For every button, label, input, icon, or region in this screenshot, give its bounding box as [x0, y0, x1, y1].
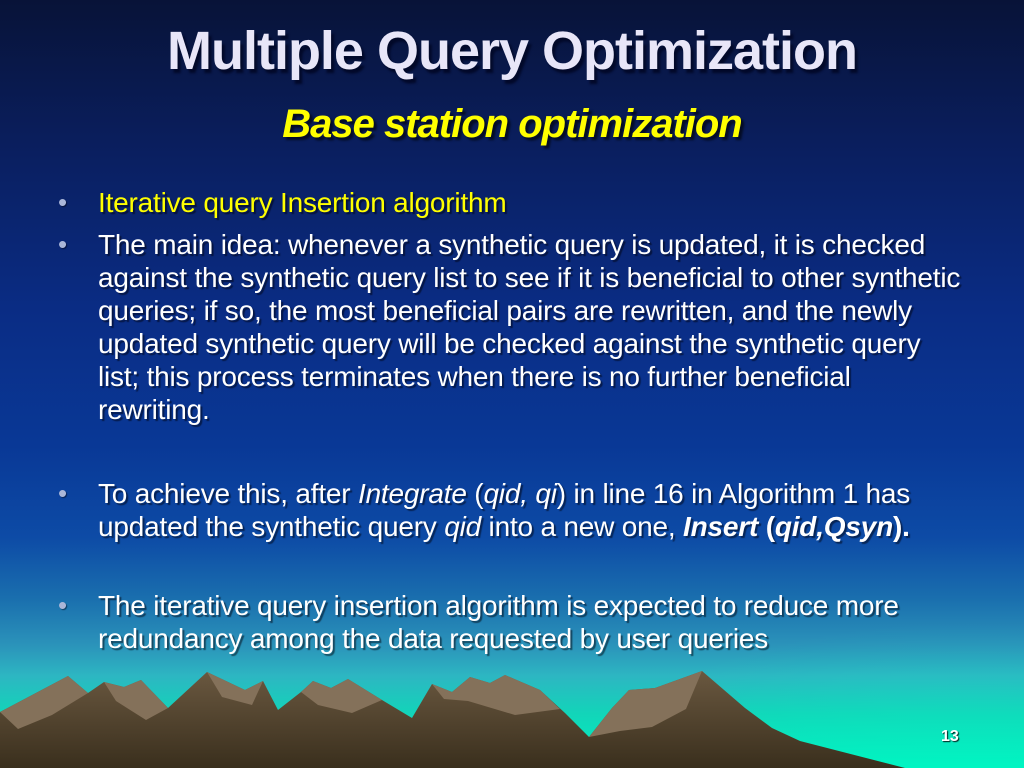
bullet-dot-icon: • [58, 187, 68, 217]
bullet-item [58, 589, 964, 655]
bullet-text: The main idea: whenever a synthetic query is updated, it is checked against the synthetic query list to see if it is beneficial to other synthetic queries; if so, the most beneficial pairs are rewritten, and the newly updated synthetic query will be checked against the synthetic query list; this process terminates when there is no further beneficial rewriting. [98, 229, 961, 425]
bullet-list [58, 186, 964, 655]
page-number: 13 [941, 728, 959, 745]
bullet-item [58, 477, 964, 543]
bullet-item [58, 186, 964, 219]
bullet-text: The iterative query insertion algorithm is expected to reduce more redundancy among the data requested by user queries [98, 590, 899, 654]
bullet-dot-icon: • [58, 478, 68, 508]
bullet-dot-icon: • [58, 590, 68, 620]
bullet-dot-icon: • [58, 229, 68, 259]
slide-subtitle: Base station optimization [282, 102, 742, 146]
bullet-text: Iterative query Insertion algorithm [98, 187, 507, 218]
slide-title: Multiple Query Optimization [166, 21, 858, 81]
mountain-range-graphic [0, 653, 1024, 768]
bullet-text: To achieve this, after Integrate (qid, qi) in line 16 in Algorithm 1 has updated the synthetic query qid into a new one, Insert (qid,Qsyn). [98, 478, 911, 542]
bullet-item [58, 228, 964, 426]
